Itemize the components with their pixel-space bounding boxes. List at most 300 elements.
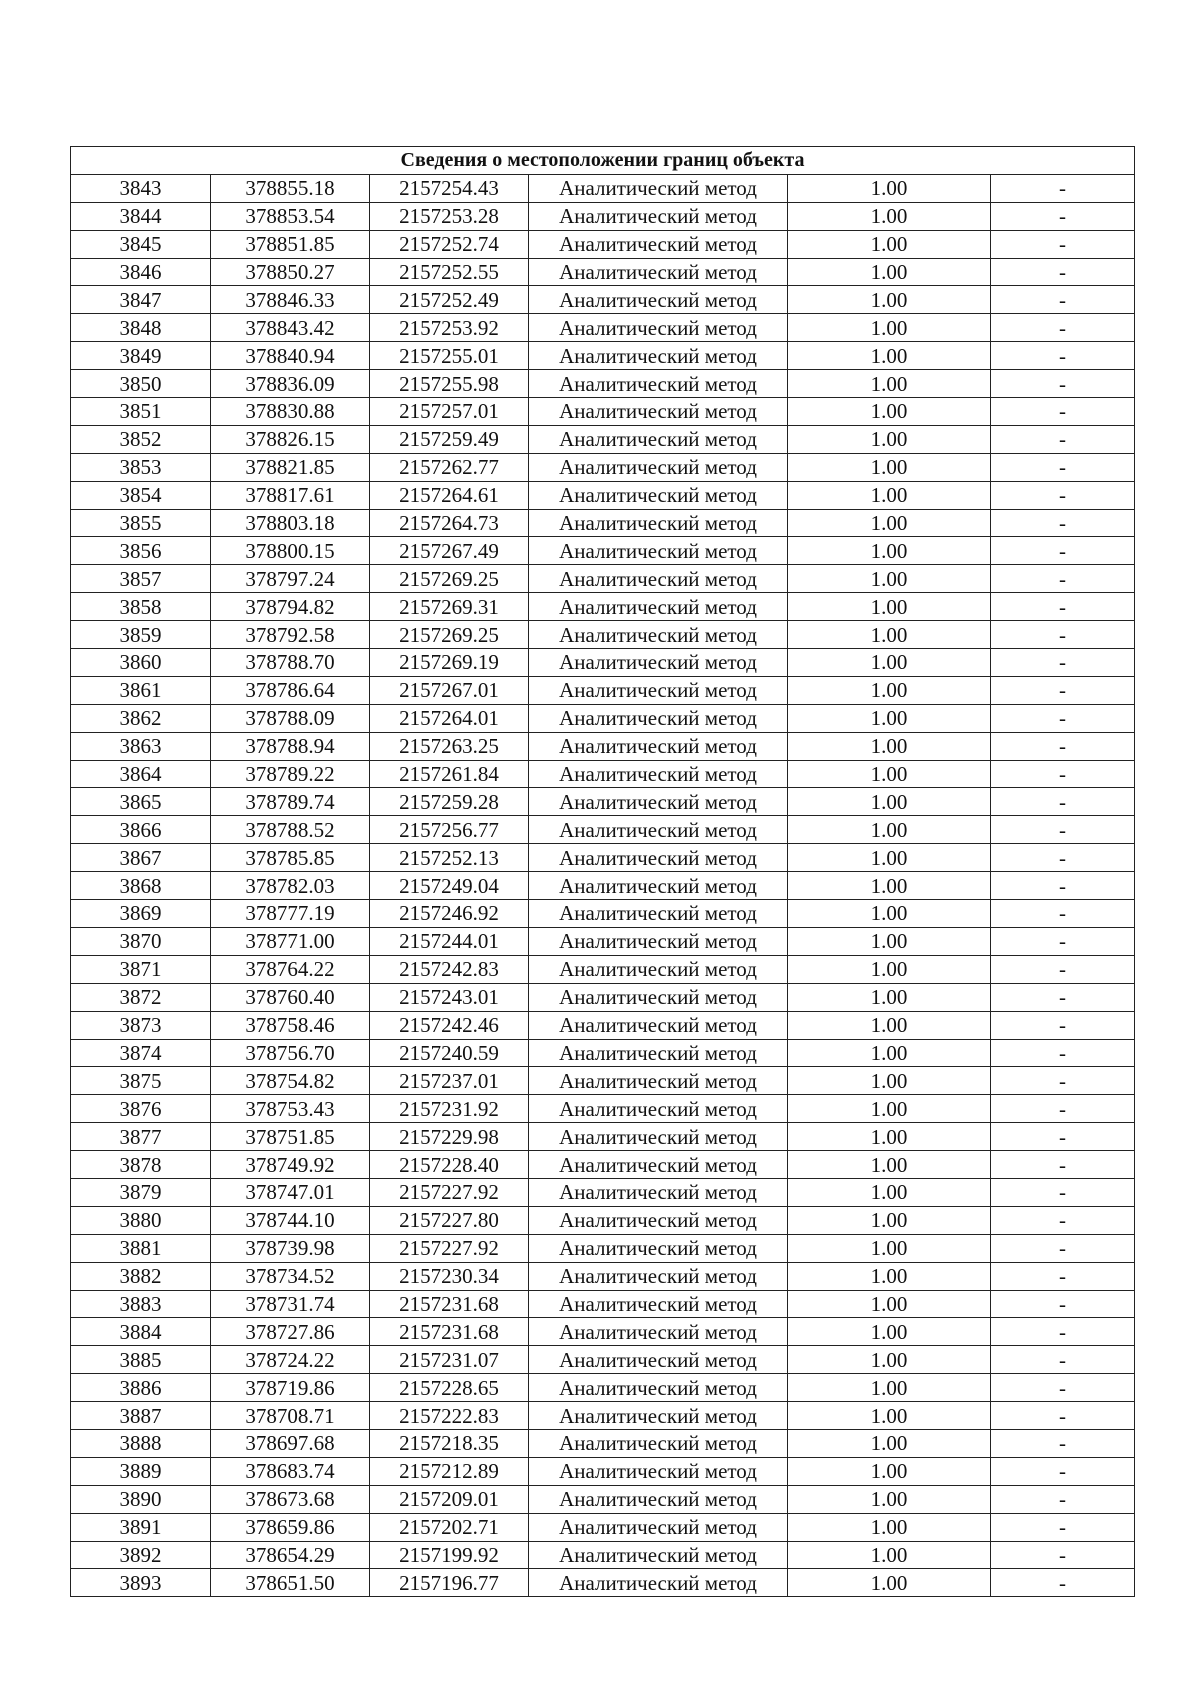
point-number-cell: 3891 [71, 1513, 211, 1541]
table-row [71, 927, 1135, 955]
method-cell: Аналитический метод [529, 621, 788, 649]
table-row [71, 1262, 1135, 1290]
method-cell: Аналитический метод [529, 314, 788, 342]
table-row [71, 621, 1135, 649]
table-row [71, 983, 1135, 1011]
table-row [71, 1346, 1135, 1374]
note-cell: - [991, 760, 1135, 788]
x-coordinate-cell: 378747.01 [211, 1178, 370, 1206]
y-coordinate-cell: 2157196.77 [370, 1569, 529, 1597]
accuracy-cell: 1.00 [788, 1290, 991, 1318]
x-coordinate-cell: 378821.85 [211, 453, 370, 481]
point-number-cell: 3852 [71, 425, 211, 453]
y-coordinate-cell: 2157242.46 [370, 1011, 529, 1039]
table-row [71, 732, 1135, 760]
x-coordinate-cell: 378659.86 [211, 1513, 370, 1541]
y-coordinate-cell: 2157252.49 [370, 286, 529, 314]
x-coordinate-cell: 378683.74 [211, 1457, 370, 1485]
x-coordinate-cell: 378734.52 [211, 1262, 370, 1290]
note-cell: - [991, 1290, 1135, 1318]
y-coordinate-cell: 2157264.01 [370, 704, 529, 732]
point-number-cell: 3881 [71, 1234, 211, 1262]
point-number-cell: 3882 [71, 1262, 211, 1290]
note-cell: - [991, 1346, 1135, 1374]
point-number-cell: 3844 [71, 202, 211, 230]
point-number-cell: 3847 [71, 286, 211, 314]
method-cell: Аналитический метод [529, 1346, 788, 1374]
x-coordinate-cell: 378817.61 [211, 481, 370, 509]
y-coordinate-cell: 2157212.89 [370, 1457, 529, 1485]
note-cell: - [991, 1402, 1135, 1430]
x-coordinate-cell: 378803.18 [211, 509, 370, 537]
point-number-cell: 3887 [71, 1402, 211, 1430]
table-row [71, 230, 1135, 258]
method-cell: Аналитический метод [529, 816, 788, 844]
accuracy-cell: 1.00 [788, 760, 991, 788]
accuracy-cell: 1.00 [788, 258, 991, 286]
point-number-cell: 3888 [71, 1429, 211, 1457]
table-row [71, 676, 1135, 704]
method-cell: Аналитический метод [529, 1123, 788, 1151]
note-cell: - [991, 732, 1135, 760]
y-coordinate-cell: 2157218.35 [370, 1429, 529, 1457]
note-cell: - [991, 370, 1135, 398]
note-cell: - [991, 1178, 1135, 1206]
accuracy-cell: 1.00 [788, 1485, 991, 1513]
note-cell: - [991, 1151, 1135, 1179]
note-cell: - [991, 621, 1135, 649]
method-cell: Аналитический метод [529, 565, 788, 593]
y-coordinate-cell: 2157267.49 [370, 537, 529, 565]
x-coordinate-cell: 378826.15 [211, 425, 370, 453]
table-row [71, 1178, 1135, 1206]
accuracy-cell: 1.00 [788, 1067, 991, 1095]
point-number-cell: 3845 [71, 230, 211, 258]
y-coordinate-cell: 2157242.83 [370, 955, 529, 983]
method-cell: Аналитический метод [529, 1569, 788, 1597]
note-cell: - [991, 1485, 1135, 1513]
x-coordinate-cell: 378830.88 [211, 398, 370, 426]
note-cell: - [991, 202, 1135, 230]
method-cell: Аналитический метод [529, 1067, 788, 1095]
x-coordinate-cell: 378758.46 [211, 1011, 370, 1039]
point-number-cell: 3871 [71, 955, 211, 983]
accuracy-cell: 1.00 [788, 1095, 991, 1123]
x-coordinate-cell: 378836.09 [211, 370, 370, 398]
point-number-cell: 3870 [71, 927, 211, 955]
boundary-coordinates-table [70, 146, 1135, 1597]
point-number-cell: 3850 [71, 370, 211, 398]
table-row [71, 816, 1135, 844]
point-number-cell: 3866 [71, 816, 211, 844]
x-coordinate-cell: 378788.09 [211, 704, 370, 732]
table-row [71, 1457, 1135, 1485]
y-coordinate-cell: 2157256.77 [370, 816, 529, 844]
method-cell: Аналитический метод [529, 1011, 788, 1039]
table-row [71, 1485, 1135, 1513]
y-coordinate-cell: 2157259.28 [370, 788, 529, 816]
table-row [71, 1095, 1135, 1123]
y-coordinate-cell: 2157264.73 [370, 509, 529, 537]
point-number-cell: 3877 [71, 1123, 211, 1151]
table-row [71, 565, 1135, 593]
accuracy-cell: 1.00 [788, 1429, 991, 1457]
x-coordinate-cell: 378654.29 [211, 1541, 370, 1569]
accuracy-cell: 1.00 [788, 398, 991, 426]
accuracy-cell: 1.00 [788, 1457, 991, 1485]
y-coordinate-cell: 2157237.01 [370, 1067, 529, 1095]
y-coordinate-cell: 2157231.68 [370, 1290, 529, 1318]
method-cell: Аналитический метод [529, 900, 788, 928]
accuracy-cell: 1.00 [788, 872, 991, 900]
accuracy-cell: 1.00 [788, 565, 991, 593]
note-cell: - [991, 1457, 1135, 1485]
note-cell: - [991, 872, 1135, 900]
accuracy-cell: 1.00 [788, 1206, 991, 1234]
x-coordinate-cell: 378851.85 [211, 230, 370, 258]
method-cell: Аналитический метод [529, 927, 788, 955]
table-row [71, 1429, 1135, 1457]
accuracy-cell: 1.00 [788, 1039, 991, 1067]
table-row [71, 425, 1135, 453]
x-coordinate-cell: 378754.82 [211, 1067, 370, 1095]
point-number-cell: 3855 [71, 509, 211, 537]
accuracy-cell: 1.00 [788, 1541, 991, 1569]
y-coordinate-cell: 2157228.65 [370, 1374, 529, 1402]
point-number-cell: 3862 [71, 704, 211, 732]
accuracy-cell: 1.00 [788, 649, 991, 677]
x-coordinate-cell: 378739.98 [211, 1234, 370, 1262]
method-cell: Аналитический метод [529, 1206, 788, 1234]
table-row [71, 1151, 1135, 1179]
y-coordinate-cell: 2157227.92 [370, 1178, 529, 1206]
method-cell: Аналитический метод [529, 1234, 788, 1262]
point-number-cell: 3889 [71, 1457, 211, 1485]
method-cell: Аналитический метод [529, 481, 788, 509]
point-number-cell: 3848 [71, 314, 211, 342]
accuracy-cell: 1.00 [788, 983, 991, 1011]
table-row [71, 509, 1135, 537]
note-cell: - [991, 258, 1135, 286]
note-cell: - [991, 1011, 1135, 1039]
accuracy-cell: 1.00 [788, 1178, 991, 1206]
point-number-cell: 3869 [71, 900, 211, 928]
accuracy-cell: 1.00 [788, 509, 991, 537]
table-title: Сведения о местоположении границ объекта [71, 147, 1135, 175]
y-coordinate-cell: 2157202.71 [370, 1513, 529, 1541]
method-cell: Аналитический метод [529, 286, 788, 314]
x-coordinate-cell: 378789.74 [211, 788, 370, 816]
note-cell: - [991, 1262, 1135, 1290]
table-row [71, 955, 1135, 983]
x-coordinate-cell: 378764.22 [211, 955, 370, 983]
note-cell: - [991, 286, 1135, 314]
point-number-cell: 3886 [71, 1374, 211, 1402]
accuracy-cell: 1.00 [788, 816, 991, 844]
y-coordinate-cell: 2157231.07 [370, 1346, 529, 1374]
x-coordinate-cell: 378731.74 [211, 1290, 370, 1318]
method-cell: Аналитический метод [529, 398, 788, 426]
method-cell: Аналитический метод [529, 1178, 788, 1206]
y-coordinate-cell: 2157269.31 [370, 593, 529, 621]
table-row [71, 704, 1135, 732]
table-row [71, 202, 1135, 230]
x-coordinate-cell: 378853.54 [211, 202, 370, 230]
table-row [71, 593, 1135, 621]
method-cell: Аналитический метод [529, 230, 788, 258]
method-cell: Аналитический метод [529, 537, 788, 565]
y-coordinate-cell: 2157264.61 [370, 481, 529, 509]
accuracy-cell: 1.00 [788, 676, 991, 704]
note-cell: - [991, 1569, 1135, 1597]
y-coordinate-cell: 2157253.92 [370, 314, 529, 342]
note-cell: - [991, 593, 1135, 621]
point-number-cell: 3872 [71, 983, 211, 1011]
accuracy-cell: 1.00 [788, 425, 991, 453]
y-coordinate-cell: 2157252.13 [370, 844, 529, 872]
accuracy-cell: 1.00 [788, 370, 991, 398]
method-cell: Аналитический метод [529, 1318, 788, 1346]
method-cell: Аналитический метод [529, 1374, 788, 1402]
accuracy-cell: 1.00 [788, 900, 991, 928]
table-row [71, 258, 1135, 286]
x-coordinate-cell: 378782.03 [211, 872, 370, 900]
method-cell: Аналитический метод [529, 1262, 788, 1290]
y-coordinate-cell: 2157253.28 [370, 202, 529, 230]
note-cell: - [991, 704, 1135, 732]
method-cell: Аналитический метод [529, 1541, 788, 1569]
method-cell: Аналитический метод [529, 872, 788, 900]
x-coordinate-cell: 378749.92 [211, 1151, 370, 1179]
point-number-cell: 3853 [71, 453, 211, 481]
x-coordinate-cell: 378760.40 [211, 983, 370, 1011]
method-cell: Аналитический метод [529, 1402, 788, 1430]
point-number-cell: 3846 [71, 258, 211, 286]
y-coordinate-cell: 2157222.83 [370, 1402, 529, 1430]
x-coordinate-cell: 378751.85 [211, 1123, 370, 1151]
table-row [71, 1402, 1135, 1430]
x-coordinate-cell: 378846.33 [211, 286, 370, 314]
y-coordinate-cell: 2157228.40 [370, 1151, 529, 1179]
x-coordinate-cell: 378719.86 [211, 1374, 370, 1402]
method-cell: Аналитический метод [529, 202, 788, 230]
x-coordinate-cell: 378753.43 [211, 1095, 370, 1123]
point-number-cell: 3858 [71, 593, 211, 621]
accuracy-cell: 1.00 [788, 1262, 991, 1290]
note-cell: - [991, 174, 1135, 202]
point-number-cell: 3843 [71, 174, 211, 202]
method-cell: Аналитический метод [529, 1485, 788, 1513]
note-cell: - [991, 537, 1135, 565]
table-row [71, 1513, 1135, 1541]
y-coordinate-cell: 2157263.25 [370, 732, 529, 760]
table-row [71, 1374, 1135, 1402]
note-cell: - [991, 342, 1135, 370]
table-row [71, 1234, 1135, 1262]
point-number-cell: 3859 [71, 621, 211, 649]
accuracy-cell: 1.00 [788, 1513, 991, 1541]
accuracy-cell: 1.00 [788, 1234, 991, 1262]
method-cell: Аналитический метод [529, 453, 788, 481]
point-number-cell: 3884 [71, 1318, 211, 1346]
method-cell: Аналитический метод [529, 342, 788, 370]
note-cell: - [991, 1206, 1135, 1234]
table-row [71, 174, 1135, 202]
point-number-cell: 3851 [71, 398, 211, 426]
table-row [71, 900, 1135, 928]
y-coordinate-cell: 2157231.92 [370, 1095, 529, 1123]
y-coordinate-cell: 2157229.98 [370, 1123, 529, 1151]
method-cell: Аналитический метод [529, 844, 788, 872]
point-number-cell: 3875 [71, 1067, 211, 1095]
accuracy-cell: 1.00 [788, 453, 991, 481]
note-cell: - [991, 1374, 1135, 1402]
point-number-cell: 3890 [71, 1485, 211, 1513]
table-row [71, 1011, 1135, 1039]
accuracy-cell: 1.00 [788, 1318, 991, 1346]
table-row [71, 1206, 1135, 1234]
point-number-cell: 3879 [71, 1178, 211, 1206]
point-number-cell: 3874 [71, 1039, 211, 1067]
x-coordinate-cell: 378789.22 [211, 760, 370, 788]
table-row [71, 1318, 1135, 1346]
x-coordinate-cell: 378697.68 [211, 1429, 370, 1457]
point-number-cell: 3880 [71, 1206, 211, 1234]
method-cell: Аналитический метод [529, 370, 788, 398]
point-number-cell: 3865 [71, 788, 211, 816]
y-coordinate-cell: 2157269.19 [370, 649, 529, 677]
note-cell: - [991, 649, 1135, 677]
table-caption-row [71, 147, 1135, 175]
method-cell: Аналитический метод [529, 593, 788, 621]
table-row [71, 342, 1135, 370]
y-coordinate-cell: 2157243.01 [370, 983, 529, 1011]
x-coordinate-cell: 378794.82 [211, 593, 370, 621]
note-cell: - [991, 983, 1135, 1011]
method-cell: Аналитический метод [529, 1457, 788, 1485]
y-coordinate-cell: 2157257.01 [370, 398, 529, 426]
point-number-cell: 3876 [71, 1095, 211, 1123]
note-cell: - [991, 509, 1135, 537]
table-row [71, 760, 1135, 788]
accuracy-cell: 1.00 [788, 1011, 991, 1039]
x-coordinate-cell: 378673.68 [211, 1485, 370, 1513]
x-coordinate-cell: 378788.70 [211, 649, 370, 677]
point-number-cell: 3849 [71, 342, 211, 370]
method-cell: Аналитический метод [529, 955, 788, 983]
method-cell: Аналитический метод [529, 732, 788, 760]
y-coordinate-cell: 2157267.01 [370, 676, 529, 704]
point-number-cell: 3861 [71, 676, 211, 704]
table-row [71, 1569, 1135, 1597]
method-cell: Аналитический метод [529, 1429, 788, 1457]
table-row [71, 453, 1135, 481]
accuracy-cell: 1.00 [788, 481, 991, 509]
note-cell: - [991, 314, 1135, 342]
accuracy-cell: 1.00 [788, 1123, 991, 1151]
table-row [71, 844, 1135, 872]
table-row [71, 314, 1135, 342]
point-number-cell: 3885 [71, 1346, 211, 1374]
y-coordinate-cell: 2157209.01 [370, 1485, 529, 1513]
y-coordinate-cell: 2157240.59 [370, 1039, 529, 1067]
table-body [71, 174, 1135, 1596]
y-coordinate-cell: 2157255.01 [370, 342, 529, 370]
point-number-cell: 3868 [71, 872, 211, 900]
point-number-cell: 3883 [71, 1290, 211, 1318]
point-number-cell: 3863 [71, 732, 211, 760]
point-number-cell: 3864 [71, 760, 211, 788]
x-coordinate-cell: 378786.64 [211, 676, 370, 704]
accuracy-cell: 1.00 [788, 732, 991, 760]
accuracy-cell: 1.00 [788, 342, 991, 370]
accuracy-cell: 1.00 [788, 314, 991, 342]
x-coordinate-cell: 378771.00 [211, 927, 370, 955]
note-cell: - [991, 1039, 1135, 1067]
accuracy-cell: 1.00 [788, 927, 991, 955]
accuracy-cell: 1.00 [788, 1151, 991, 1179]
y-coordinate-cell: 2157244.01 [370, 927, 529, 955]
note-cell: - [991, 927, 1135, 955]
accuracy-cell: 1.00 [788, 704, 991, 732]
table-row [71, 1123, 1135, 1151]
note-cell: - [991, 453, 1135, 481]
note-cell: - [991, 1318, 1135, 1346]
accuracy-cell: 1.00 [788, 286, 991, 314]
x-coordinate-cell: 378788.52 [211, 816, 370, 844]
y-coordinate-cell: 2157199.92 [370, 1541, 529, 1569]
x-coordinate-cell: 378788.94 [211, 732, 370, 760]
note-cell: - [991, 1541, 1135, 1569]
y-coordinate-cell: 2157252.55 [370, 258, 529, 286]
table-row [71, 788, 1135, 816]
y-coordinate-cell: 2157230.34 [370, 1262, 529, 1290]
y-coordinate-cell: 2157269.25 [370, 621, 529, 649]
accuracy-cell: 1.00 [788, 230, 991, 258]
x-coordinate-cell: 378855.18 [211, 174, 370, 202]
point-number-cell: 3893 [71, 1569, 211, 1597]
note-cell: - [991, 1095, 1135, 1123]
accuracy-cell: 1.00 [788, 621, 991, 649]
y-coordinate-cell: 2157227.80 [370, 1206, 529, 1234]
note-cell: - [991, 1429, 1135, 1457]
method-cell: Аналитический метод [529, 788, 788, 816]
point-number-cell: 3878 [71, 1151, 211, 1179]
y-coordinate-cell: 2157259.49 [370, 425, 529, 453]
x-coordinate-cell: 378797.24 [211, 565, 370, 593]
accuracy-cell: 1.00 [788, 955, 991, 983]
x-coordinate-cell: 378744.10 [211, 1206, 370, 1234]
y-coordinate-cell: 2157246.92 [370, 900, 529, 928]
y-coordinate-cell: 2157249.04 [370, 872, 529, 900]
y-coordinate-cell: 2157269.25 [370, 565, 529, 593]
accuracy-cell: 1.00 [788, 844, 991, 872]
x-coordinate-cell: 378727.86 [211, 1318, 370, 1346]
point-number-cell: 3856 [71, 537, 211, 565]
method-cell: Аналитический метод [529, 425, 788, 453]
method-cell: Аналитический метод [529, 1513, 788, 1541]
note-cell: - [991, 955, 1135, 983]
note-cell: - [991, 788, 1135, 816]
table-row [71, 872, 1135, 900]
point-number-cell: 3854 [71, 481, 211, 509]
y-coordinate-cell: 2157255.98 [370, 370, 529, 398]
accuracy-cell: 1.00 [788, 1402, 991, 1430]
table-row [71, 1541, 1135, 1569]
table-row [71, 649, 1135, 677]
point-number-cell: 3892 [71, 1541, 211, 1569]
x-coordinate-cell: 378651.50 [211, 1569, 370, 1597]
